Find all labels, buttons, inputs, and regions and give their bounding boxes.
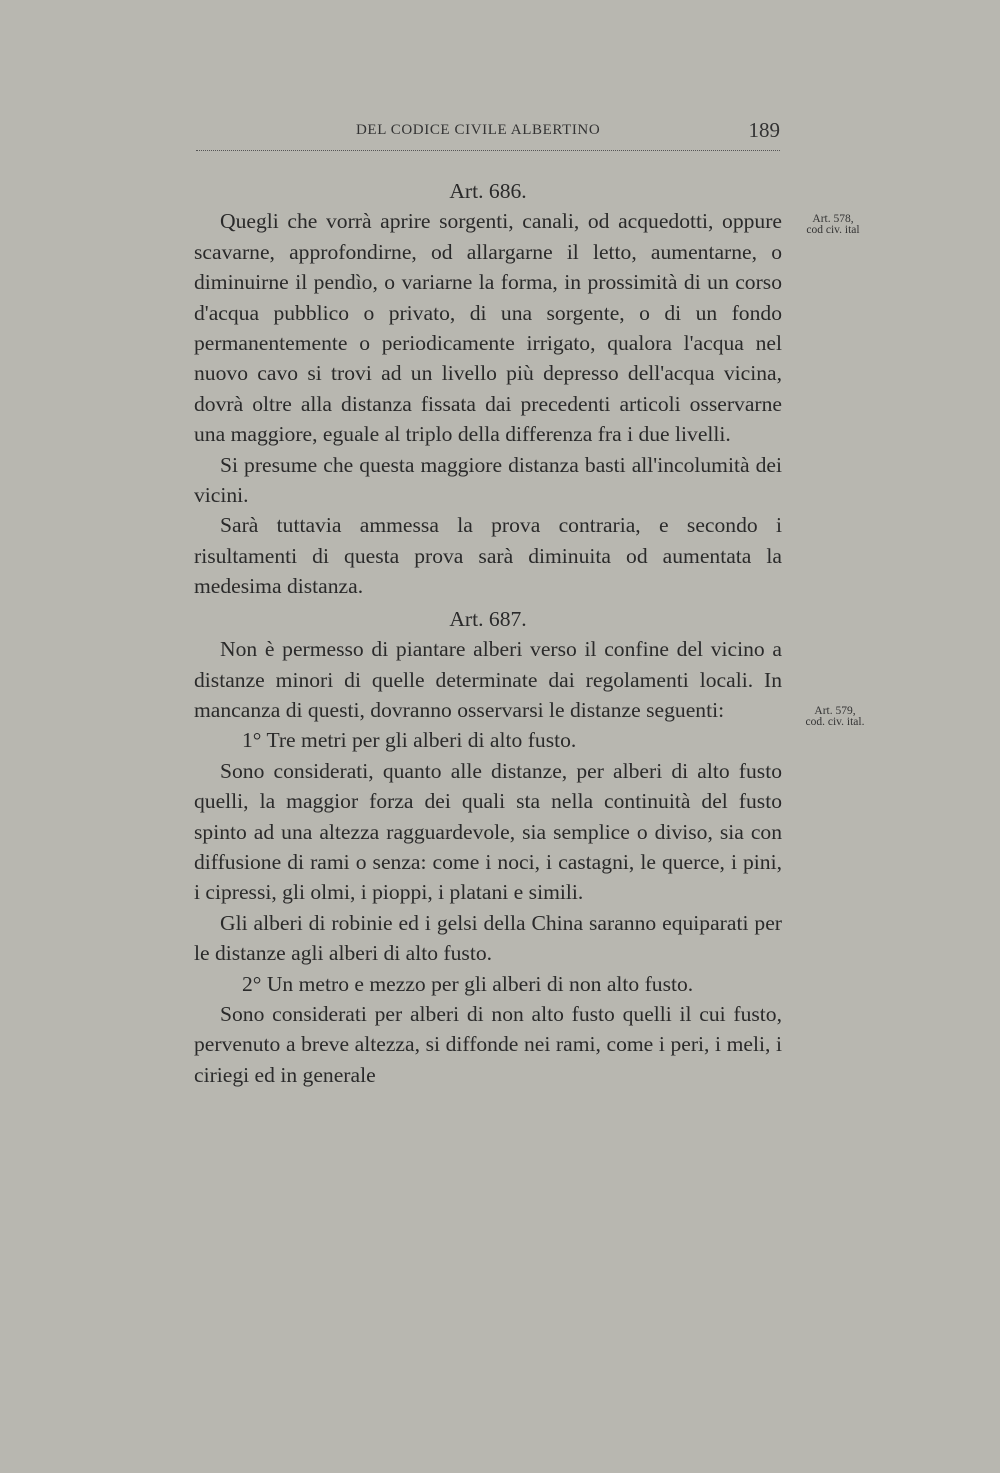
paragraph: Quegli che vorrà aprire sorgenti, canali, od acquedotti, oppure scavarne, approfondirne, od allargarne il letto, aumentarne, o diminuirne il pendìo, o variarne la forma, in prossimità di un corso d'acqua pubblico o privato, di una sorgente, o di un fondo permanentemente o periodicamente irrigato, qualora l'acqua nel nuovo cavo si trovi ad un livello più depresso dell'acqua vicina, dovrà oltre alla distanza fissata dai precedenti articoli osservarne una maggiore, eguale al triplo della differenza fra i due livelli. — [194, 209, 782, 447]
article-title: Art. 687. — [449, 606, 527, 631]
list-item: 1° Tre metri per gli alberi di alto fusto. — [242, 728, 577, 753]
paragraph: Sarà tuttavia ammessa la prova contraria, e secondo i risultamenti di questa prova sarà diminuita od aumentata la medesima distanza. — [194, 513, 782, 599]
margin-note-line: Art. 579, — [814, 705, 856, 717]
article-title: Art. 686. — [449, 179, 527, 203]
paragraph: Sono considerati per alberi di non alto fusto quelli il cui fusto, pervenuto a breve altezza, si diffonde nei rami, come i peri, i meli, i ciriegi ed in generale — [194, 1001, 782, 1087]
list-item: 2° Un metro e mezzo per gli alberi di non alto fusto. — [242, 971, 694, 996]
page-number: 189 — [748, 118, 780, 142]
paragraph: Sono considerati, quanto alle distanze, per alberi di alto fusto quelli, la maggior forza dei quali sta nella continuità del fusto spinto ad una altezza ragguardevole, sia semplice o diviso, sia con diffusione di rami o senza: come i noci, i castagni, le querce, i pini, i cipressi, gli olmi, i pioppi, i platani e simili. — [194, 758, 782, 905]
paragraph: Non è permesso di piantare alberi verso il confine del vicino a distanze minori di quelle determinate dai regolamenti locali. In mancanza di questi, dovranno osservarsi le distanze seguenti: — [194, 637, 782, 722]
running-head: DEL CODICE CIVILE ALBERTINO — [356, 122, 601, 138]
body-text — [194, 176, 782, 1090]
header-rule — [196, 150, 780, 151]
margin-note-line: cod. civ. ital. — [805, 716, 865, 728]
margin-note-art-578 — [788, 214, 878, 236]
paragraph: Gli alberi di robinie ed i gelsi della China saranno equiparati per le distanze agli alberi di alto fusto. — [194, 910, 782, 966]
page-header — [196, 118, 780, 148]
paragraph: Si presume che questa maggiore distanza basti all'incolumità dei vicini. — [194, 452, 782, 508]
margin-note-line: Art. 578, — [812, 213, 854, 225]
margin-note-line: cod civ. ital — [806, 224, 860, 236]
margin-note-art-579 — [790, 706, 880, 728]
